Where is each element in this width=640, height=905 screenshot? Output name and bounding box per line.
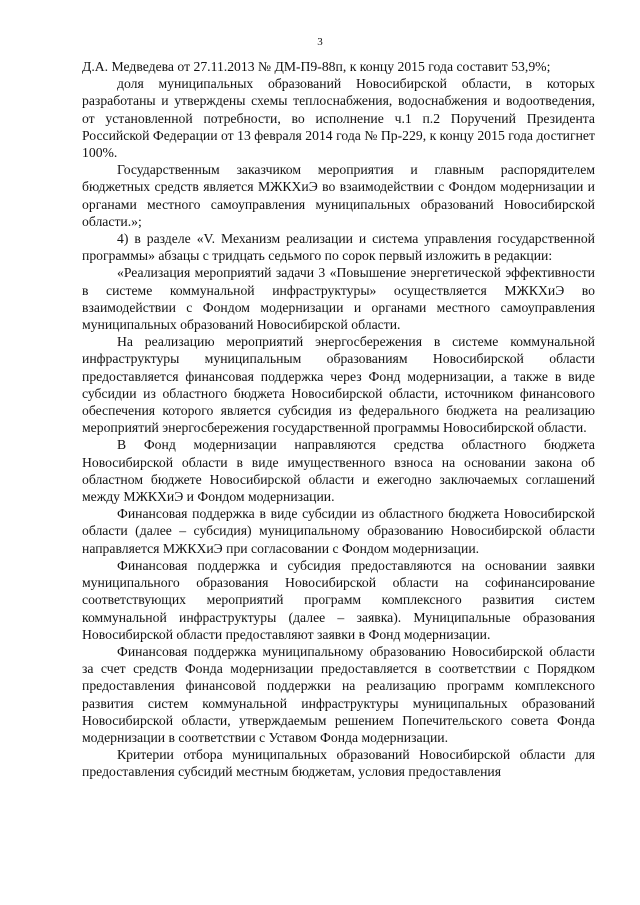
paragraph: Финансовая поддержка муниципальному образованию Новосибирской области за счет средств Фонда модернизации предоставляется в соответствии с Порядком предоставления финансовой поддержки на реализацию программ комплексного развития систем коммунальной инфраструктуры муниципальных образований Новосибирской области, утверждаемым решением Попечительского совета Фонда модернизации в соответствии с Уставом Фонда модернизации. bbox=[82, 643, 595, 745]
page-number: 3 bbox=[317, 36, 323, 48]
paragraph: В Фонд модернизации направляются средства областного бюджета Новосибирской области в виде имущественного взноса на основании закона об областном бюджете Новосибирской области и ежегодно заключаемых соглашений между МЖКХиЭ и Фондом модернизации. bbox=[82, 437, 595, 505]
paragraph: «Реализация мероприятий задачи 3 «Повышение энергетической эффективности в системе коммунальной инфраструктуры» осуществляется МЖКХиЭ во взаимодействии с Фондом модернизации и органами местного самоуправления муниципальных образований Новосибирской области. bbox=[82, 265, 595, 333]
paragraph: Д.А. Медведева от 27.11.2013 № ДМ-П9-88п, к концу 2015 года составит 53,9%; bbox=[82, 59, 551, 74]
paragraph: Государственным заказчиком мероприятия и главным распорядителем бюджетных средств является МЖКХиЭ во взаимодействии с Фондом модернизации и органами местного самоуправления муниципальных образований Новосибирской области.»; bbox=[82, 162, 595, 229]
paragraph: Критерии отбора муниципальных образований Новосибирской области для предоставления субсидий местным бюджетам, условия предоставления bbox=[82, 747, 595, 780]
paragraph: 4) в разделе «V. Механизм реализации и система управления государственной программы» абзацы с тридцать седьмого по сорок первый изложить в редакции: bbox=[82, 231, 595, 264]
document-body bbox=[82, 58, 595, 781]
paragraph: доля муниципальных образований Новосибирской области, в которых разработаны и утверждены схемы теплоснабжения, водоснабжения и водоотведения, от установленной потребности, во исполнение ч.1 п.2 Поручений Президента Российской Федерации от 13 февраля 2014 года № Пр-229, к концу 2015 года достигнет 100%. bbox=[82, 76, 595, 161]
paragraph: На реализацию мероприятий энергосбережения в системе коммунальной инфраструктуры муниципальным образованиям Новосибирской области предоставляется финансовая поддержка через Фонд модернизации, а также в виде субсидии из областного бюджета Новосибирской области, источником финансового обеспечения которого является субсидия из федерального бюджета на реализацию мероприятий энергосбережения государственной программы Новосибирской области. bbox=[82, 334, 595, 436]
paragraph: Финансовая поддержка и субсидия предоставляются на основании заявки муниципального образования Новосибирской области на софинансирование соответствующих мероприятий программ комплексного развития систем коммунальной инфраструктуры (далее – заявка). Муниципальные образования Новосибирской области предоставляют заявки в Фонд модернизации. bbox=[82, 557, 595, 642]
paragraph: Финансовая поддержка в виде субсидии из областного бюджета Новосибирской области (далее – субсидия) муниципальному образованию Новосибирской области направляется МЖКХиЭ при согласовании с Фондом модернизации. bbox=[82, 506, 595, 556]
